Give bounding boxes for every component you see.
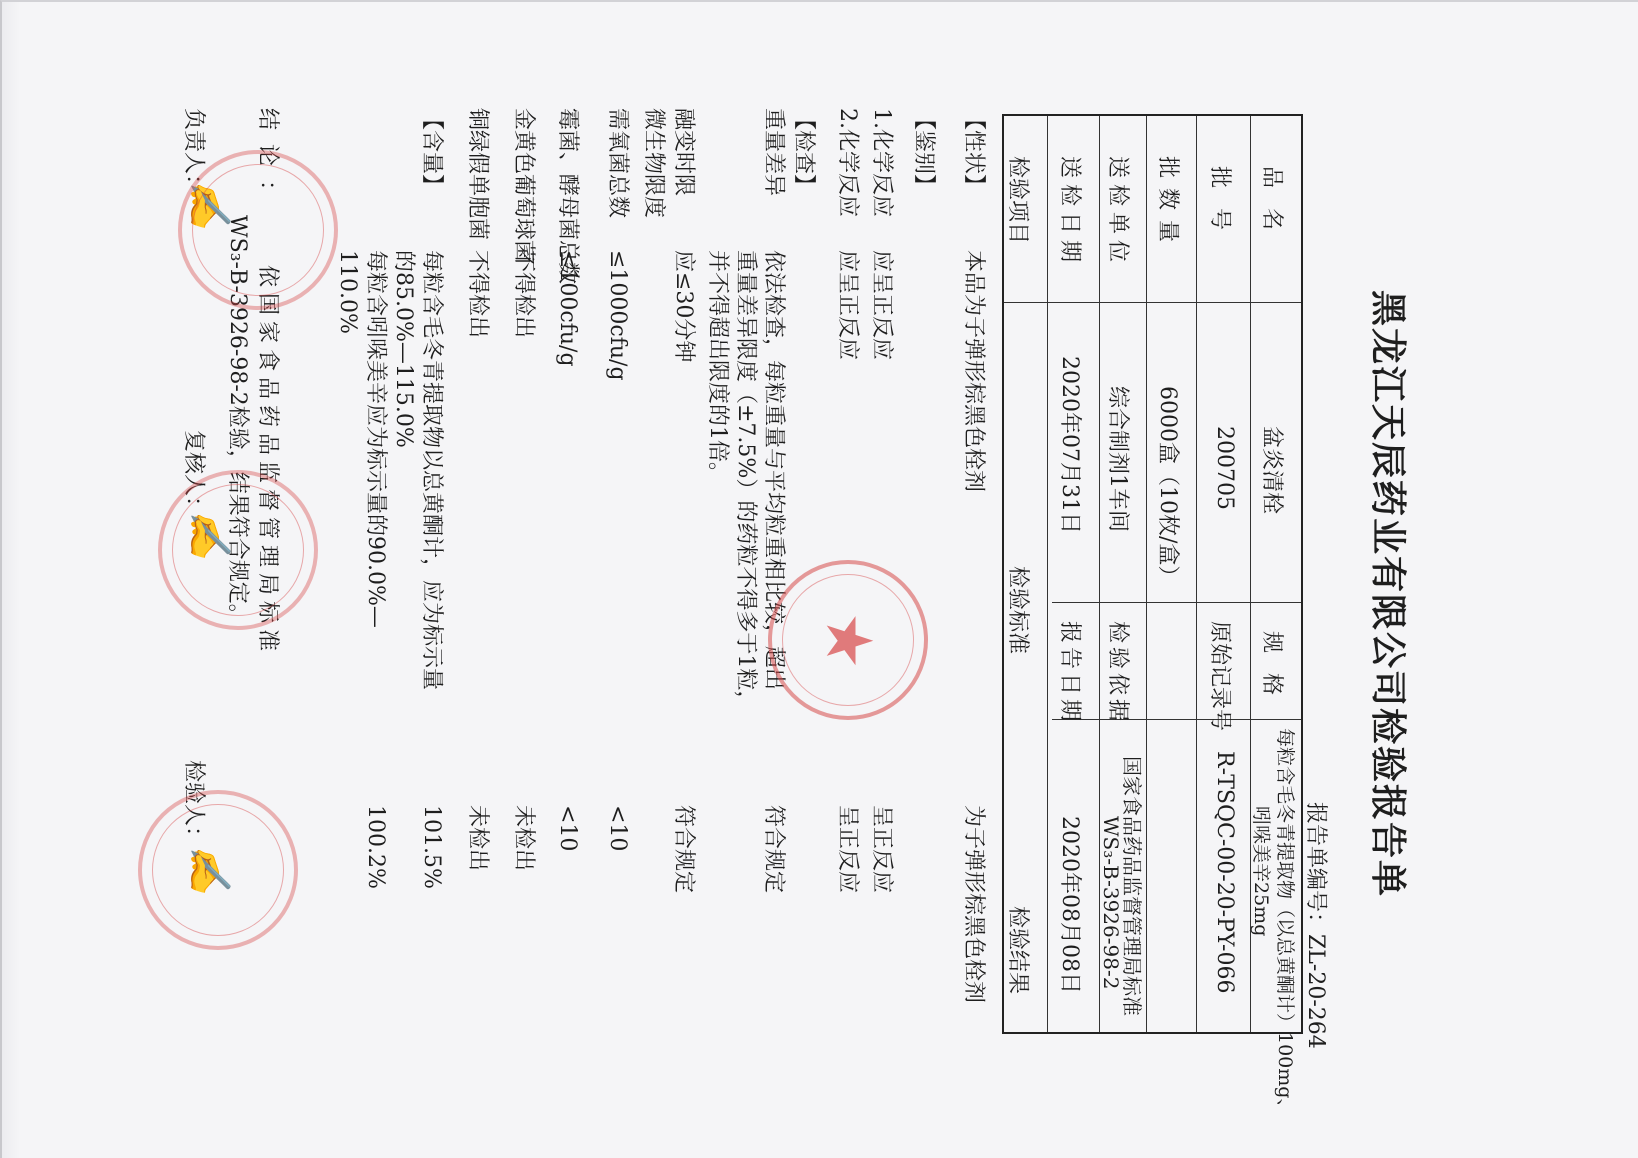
inspector-seal: [138, 790, 298, 950]
batch-value: 200705: [1212, 426, 1237, 510]
row-mold-item: 霉菌、酵母菌总数: [555, 108, 580, 285]
row-assay-item: 【含量】: [419, 108, 444, 197]
row-weight-item: 重量差异: [761, 108, 786, 197]
spec-value-line2: 吲哚美辛25mg: [1250, 806, 1272, 937]
batch-label: 批号: [1207, 166, 1232, 251]
responsible-label: 负责人：: [181, 108, 206, 197]
inspection-basis-line2: WS₃-B-3926-98-2: [1099, 816, 1123, 990]
row-appearance-item: 【性状】: [961, 108, 986, 197]
reviewer-label: 复核人：: [181, 430, 206, 519]
spec-value-line1: 每粒含毛冬青提取物（以总黄酮计）100mg、: [1274, 728, 1296, 1118]
row-weight-standard-2: 重量差异限度（±7.5%）的药粒不得多于1粒，: [733, 250, 758, 713]
row-staph-standard: 不得检出: [511, 250, 536, 339]
row-assay-standard-2: 的85.0%—115.0%: [391, 250, 416, 448]
row-assay-standard-1: 每粒含毛冬青提取物以总黄酮计，应为标示量: [419, 250, 444, 691]
quantity-label: 批数量: [1155, 156, 1180, 253]
product-name-label: 品名: [1259, 166, 1284, 251]
row-pseudomonas-item: 铜绿假单胞菌: [465, 108, 490, 241]
row-staph-result: 未检出: [511, 805, 536, 872]
row-weight-standard-1: 依法检查，每粒重量与平均粒重相比较，超出: [761, 250, 786, 691]
record-no-label: 原始记录号: [1207, 621, 1232, 732]
row-chem2-item: 2.化学反应: [835, 108, 860, 217]
submitting-unit-label: 送检单位: [1105, 156, 1130, 269]
row-weight-result: 符合规定: [761, 805, 786, 894]
row-aerobic-result: <10: [605, 805, 630, 852]
row-chem2-result: 呈正反应: [835, 805, 860, 894]
product-name-value: 盆炎清栓: [1259, 426, 1284, 515]
conclusion-label: 结论：: [255, 108, 280, 217]
row-aerobic-item: 需氧菌总数: [605, 108, 630, 219]
spec-label: 规格: [1259, 631, 1284, 716]
submitting-unit-value: 综合制剂1车间: [1105, 386, 1130, 532]
inspector-label: 检验人：: [181, 760, 206, 849]
reviewer-seal: [158, 470, 318, 630]
report-title: 黑龙江天辰药业有限公司检验报告单: [1367, 290, 1409, 899]
row-assay-result-2: 100.2%: [363, 805, 388, 889]
row-identification-item: 【鉴别】: [911, 108, 936, 197]
responsible-signature: ✍: [186, 180, 232, 230]
row-staph-item: 金黄色葡萄球菌: [511, 108, 536, 263]
report-date-label: 报告日期: [1057, 621, 1082, 726]
responsible-seal: [178, 150, 338, 310]
row-pseudomonas-standard: 不得检出: [465, 250, 490, 339]
report-number: 报告单编号：ZL-20-264: [1303, 802, 1328, 1049]
row-chem1-item: 1.化学反应: [869, 108, 894, 217]
row-disintegration-result: 符合规定: [671, 805, 696, 894]
row-aerobic-standard: ≤1000cfu/g: [605, 250, 630, 381]
col-header-standard: 检验标准: [1005, 566, 1030, 655]
report-date-value: 2020年08月08日: [1057, 816, 1082, 994]
quality-seal: ★: [768, 560, 928, 720]
row-appearance-standard: 本品为子弹形棕黑色栓剂: [961, 250, 986, 493]
inspection-basis-line1: 国家食品药品监督管理局标准: [1120, 756, 1144, 1016]
row-assay-result-1: 101.5%: [419, 805, 444, 889]
quantity-value: 6000盒（10枚/盒）: [1155, 386, 1180, 588]
col-header-result: 检验结果: [1005, 906, 1030, 995]
row-inspection-item: 【检查】: [791, 108, 816, 197]
submit-date-label: 送检日期: [1057, 156, 1082, 269]
row-microbial-item: 微生物限度: [641, 108, 666, 219]
row-appearance-result: 为子弹形棕黑色栓剂: [961, 805, 986, 1004]
row-pseudomonas-result: 未检出: [465, 805, 490, 872]
col-header-item: 检验项目: [1005, 156, 1030, 245]
inspector-signature: ✍: [186, 845, 232, 895]
row-chem1-standard: 应呈正反应: [869, 250, 894, 361]
conclusion-line2: WS₃-B-3926-98-2检验，结果符合规定。: [225, 215, 250, 626]
row-chem2-standard: 应呈正反应: [835, 250, 860, 361]
header-info-table: [1002, 114, 1303, 1118]
row-chem1-result: 呈正反应: [869, 805, 894, 894]
row-mold-result: <10: [555, 805, 580, 852]
submit-date-value: 2020年07月31日: [1057, 356, 1082, 534]
row-mold-standard: ≤100cfu/g: [555, 250, 580, 367]
inspection-basis-label: 检验依据: [1105, 621, 1130, 726]
row-disintegration-standard: 应≤30分钟: [671, 250, 696, 363]
row-weight-standard-3: 并不得超出限度的1倍。: [705, 250, 730, 484]
row-assay-standard-3: 每粒含吲哚美辛应为标示量的90.0%—: [363, 250, 388, 628]
conclusion-line1: 依国家食品药品监督管理局标准: [255, 265, 280, 658]
reviewer-signature: ✍: [186, 510, 232, 560]
row-disintegration-item: 融变时限: [671, 108, 696, 197]
row-assay-standard-4: 110.0%: [335, 250, 360, 334]
record-no-value: R-TSQC-00-20-PY-066: [1212, 751, 1237, 994]
